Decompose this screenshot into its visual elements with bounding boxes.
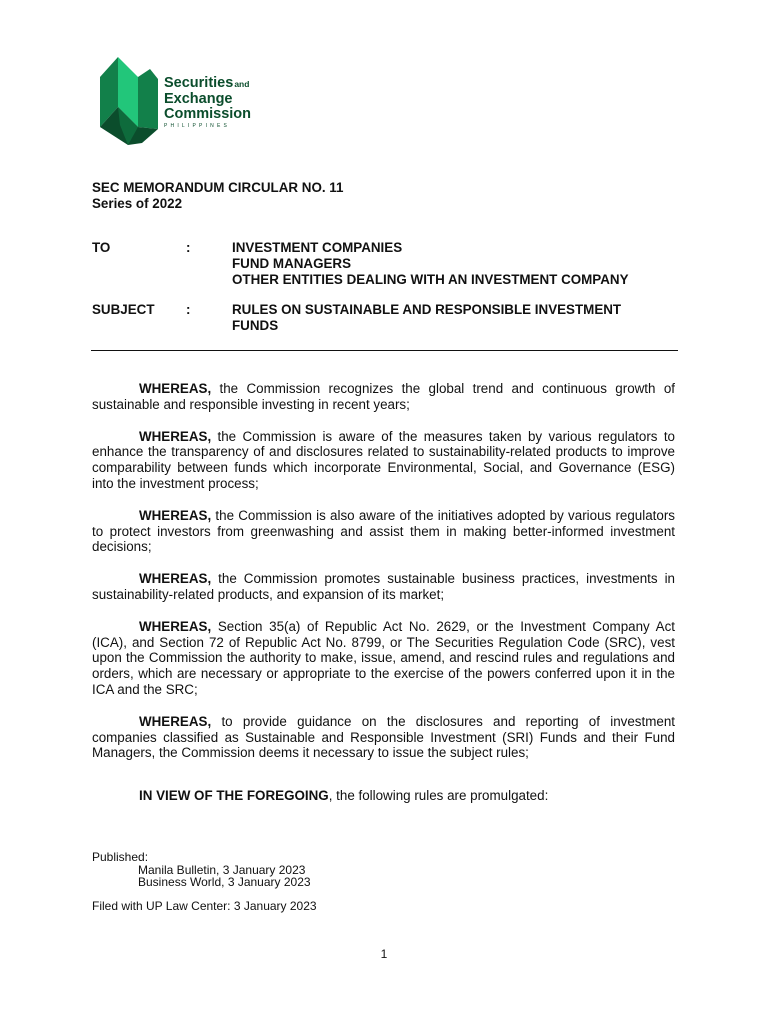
subject-line: FUNDS (232, 318, 279, 333)
sec-logo-emblem (98, 55, 162, 147)
to-recipients (232, 240, 629, 288)
whereas-text: the Commission is aware of the measures taken by various regulators to enhance the transparency of and disclosures related to sustainability-related products to improve comparability between funds which incorporate Environmental, Social, and Governance (ESG) into the investment process; (92, 428, 675, 491)
subject-colon: : (186, 302, 191, 317)
subject-text (232, 302, 621, 334)
published-item: Business World, 3 January 2023 (138, 875, 311, 889)
whereas-lead: WHEREAS, (139, 713, 212, 729)
whereas-paragraph (92, 429, 675, 492)
subject-label: SUBJECT (92, 302, 155, 317)
to-colon: : (186, 240, 191, 255)
foregoing-lead: IN VIEW OF THE FOREGOING (139, 788, 329, 804)
whereas-lead: WHEREAS, (139, 618, 212, 634)
circular-title: SEC MEMORANDUM CIRCULAR NO. 11 (92, 180, 344, 195)
published-label: Published: (92, 850, 149, 864)
foregoing-text: , the following rules are promulgated: (328, 788, 549, 804)
whereas-paragraph (92, 619, 675, 698)
whereas-text: the Commission recognizes the global trend and continuous growth of sustainable and responsible investing in recent years; (92, 381, 675, 412)
whereas-paragraph (92, 571, 675, 603)
sec-logo-wordmark (164, 76, 251, 130)
circular-series: Series of 2022 (92, 196, 183, 211)
logo-line-exchange: Exchange (164, 91, 233, 107)
preamble (92, 381, 675, 820)
logo-line-securities: Securities (164, 75, 234, 91)
to-recipient: INVESTMENT COMPANIES (232, 240, 403, 255)
whereas-lead: WHEREAS, (139, 428, 212, 444)
whereas-text: Section 35(a) of Republic Act No. 2629, or the Investment Company Act (ICA), and Section 72 of Republic Act No. 8799, or The Securities Regulation Code (SRC), vest upon the Commission the authority to make, issue, amend, and rescind rules and regulations and orders, which are necessary or appropriate to the exercise of the powers conferred upon it in the ICA and the SRC; (92, 618, 675, 697)
sec-logo (98, 55, 268, 147)
foregoing-paragraph (92, 788, 675, 804)
to-label: TO (92, 240, 111, 255)
logo-line-and: and (234, 79, 250, 89)
whereas-paragraph (92, 714, 675, 761)
published-item: Manila Bulletin, 3 January 2023 (138, 862, 306, 877)
page-number: 1 (380, 947, 388, 961)
whereas-lead: WHEREAS, (139, 381, 212, 396)
whereas-lead: WHEREAS, (139, 571, 212, 587)
whereas-text: the Commission is also aware of the initiatives adopted by various regulators to protect investors from greenwashing and assist them in making better-informed investment decisions; (92, 507, 675, 555)
whereas-paragraph (92, 508, 675, 555)
whereas-text: the Commission promotes sustainable business practices, investments in sustainability-related products, and expansion of its market; (92, 571, 675, 602)
to-recipient: OTHER ENTITIES DEALING WITH AN INVESTMENT COMPANY (232, 272, 629, 287)
filing-note: Filed with UP Law Center: 3 January 2023 (92, 899, 317, 913)
header-divider (91, 350, 678, 351)
logo-line-commission: Commission (164, 106, 252, 122)
logo-country: PHILIPPINES (164, 123, 231, 129)
whereas-paragraph (92, 381, 675, 413)
addressee-block (92, 240, 692, 290)
circular-heading (92, 180, 343, 212)
whereas-lead: WHEREAS, (139, 507, 212, 523)
whereas-text: to provide guidance on the disclosures and reporting of investment companies classified as Sustainable and Responsible Investment (SRI) Funds and their Fund Managers, the Commission deems it necessary to issue the subject rules; (92, 713, 675, 761)
to-recipient: FUND MANAGERS (232, 256, 352, 271)
subject-block (92, 302, 692, 336)
publication-note (92, 851, 311, 889)
subject-line: RULES ON SUSTAINABLE AND RESPONSIBLE INVESTMENT (232, 302, 622, 317)
